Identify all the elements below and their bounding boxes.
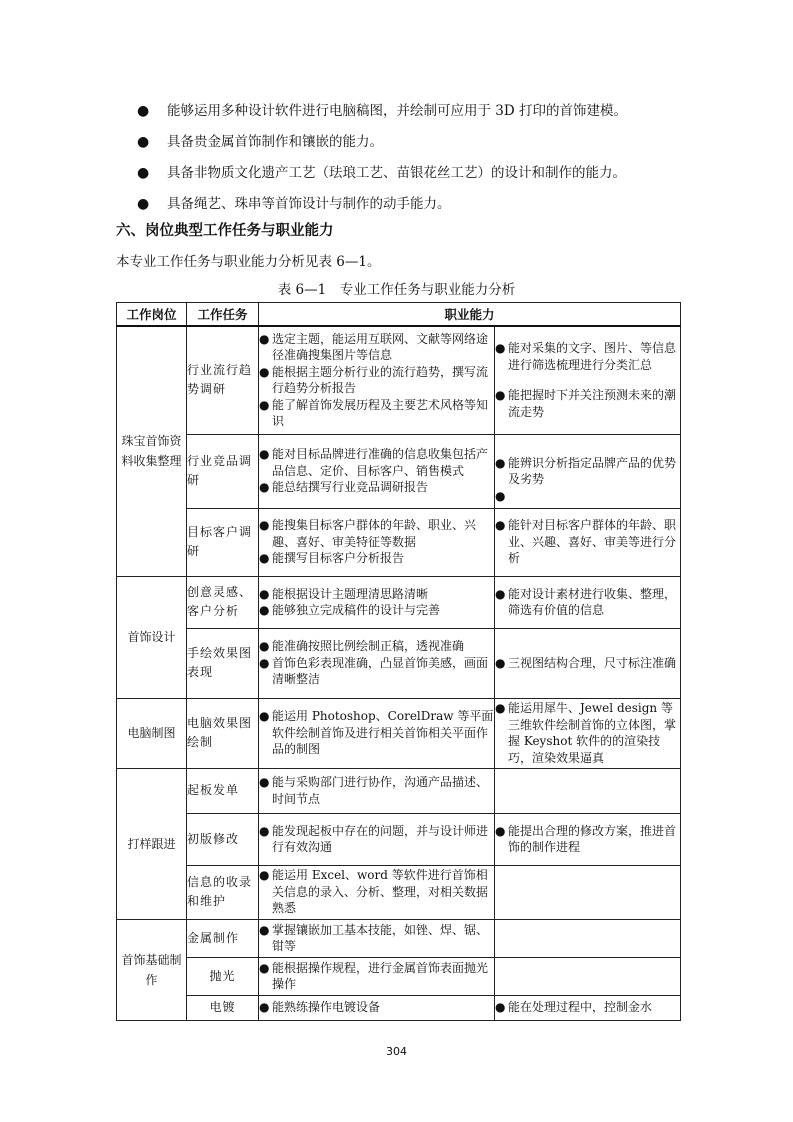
ability-item bbox=[259, 479, 494, 496]
task-cell: 初版修改 bbox=[187, 813, 259, 865]
ability-text: 能与采购部门进行协作，沟通产品描述、时间节点 bbox=[272, 775, 489, 806]
ability-left-cell bbox=[259, 326, 495, 434]
ability-text: 能撰写目标客户分析报告 bbox=[272, 551, 405, 566]
ability-left-cell bbox=[259, 698, 495, 768]
bullet-dot-icon: ● bbox=[259, 639, 270, 654]
ability-left-cell bbox=[259, 434, 495, 508]
ability-item bbox=[495, 455, 680, 488]
bullet-dot-icon: ● bbox=[495, 488, 506, 503]
ability-right-cell bbox=[495, 865, 681, 919]
ability-right-cell bbox=[495, 576, 681, 628]
task-cell: 信息的收录和维护 bbox=[187, 865, 259, 919]
bullet-dot-icon: ● bbox=[137, 134, 150, 150]
bullet-dot-icon: ● bbox=[137, 196, 150, 212]
ability-right-cell bbox=[495, 957, 681, 995]
bullet-dot-icon: ● bbox=[259, 480, 270, 495]
table-row bbox=[117, 813, 681, 865]
bullet-item bbox=[137, 127, 737, 158]
bullet-dot-icon: ● bbox=[495, 455, 506, 470]
header-position: 工作岗位 bbox=[117, 303, 187, 327]
ability-text: 能提出合理的修改方案，推进首饰的制作进程 bbox=[508, 823, 677, 854]
ability-text: 能够独立完成稿件的设计与完善 bbox=[272, 603, 441, 617]
position-cell: 电脑制图 bbox=[117, 698, 187, 768]
task-cell: 金属制作 bbox=[187, 919, 259, 957]
bullet-text: 具备贵金属首饰制作和镶嵌的能力。 bbox=[167, 134, 383, 150]
ability-item bbox=[259, 823, 494, 856]
ability-left-cell bbox=[259, 919, 495, 957]
ability-item bbox=[495, 655, 680, 672]
bullet-dot-icon: ● bbox=[137, 103, 150, 119]
bullet-dot-icon: ● bbox=[259, 655, 270, 670]
ability-text: 能了解首饰发展历程及主要艺术风格等知识 bbox=[272, 397, 489, 429]
bullet-dot-icon: ● bbox=[259, 331, 270, 346]
ability-left-cell bbox=[259, 508, 495, 576]
ability-left-cell bbox=[259, 957, 495, 995]
task-cell: 电脑效果图绘制 bbox=[187, 698, 259, 768]
bullet-dot-icon: ● bbox=[259, 586, 270, 601]
bullet-dot-icon: ● bbox=[259, 922, 270, 937]
ability-text: 能辨识分析指定品牌产品的优势及劣势 bbox=[508, 455, 677, 486]
ability-item bbox=[259, 655, 494, 688]
ability-left-cell bbox=[259, 628, 495, 698]
intro-paragraph: 本专业工作任务与职业能力分析见表 6—1。 bbox=[116, 254, 381, 270]
bullet-dot-icon: ● bbox=[495, 655, 506, 670]
ability-right-cell bbox=[495, 326, 681, 434]
position-cell: 首饰设计 bbox=[117, 576, 187, 698]
bullet-dot-icon: ● bbox=[495, 1000, 506, 1015]
ability-item bbox=[259, 586, 494, 603]
table-row bbox=[117, 919, 681, 957]
ability-text: 能准确按照比例绘制正稿，透视准确 bbox=[272, 639, 465, 654]
ability-right-cell bbox=[495, 768, 681, 813]
ability-left-cell bbox=[259, 995, 495, 1020]
section-heading: 六、岗位典型工作任务与职业能力 bbox=[116, 223, 334, 239]
ability-right-cell bbox=[495, 919, 681, 957]
ability-text: 能根据操作规程，进行金属首饰表面抛光操作 bbox=[272, 960, 489, 991]
ability-right-cell bbox=[495, 698, 681, 768]
ability-text: 能发现起板中存在的问题，并与设计师进行有效沟通 bbox=[272, 823, 489, 854]
ability-text: 能在处理过程中，控制金水 bbox=[508, 1000, 653, 1015]
table-row bbox=[117, 434, 681, 508]
bullet-dot-icon: ● bbox=[137, 165, 150, 181]
bullet-dot-icon: ● bbox=[259, 868, 270, 883]
ability-text: 能把握时下并关注预测未来的潮流走势 bbox=[508, 388, 677, 419]
table-row bbox=[117, 628, 681, 698]
bullet-item bbox=[137, 189, 737, 220]
ability-item bbox=[259, 446, 494, 479]
bullet-item bbox=[137, 96, 737, 127]
top-bullet-list bbox=[137, 96, 737, 220]
bullet-text: 具备非物质文化遗产工艺（珐琅工艺、苗银花丝工艺）的设计和制作的能力。 bbox=[167, 165, 626, 181]
position-cell: 珠宝首饰资料收集整理 bbox=[117, 326, 187, 576]
task-cell: 起板发单 bbox=[187, 768, 259, 813]
task-cell: 电镀 bbox=[187, 995, 259, 1020]
ability-item bbox=[259, 774, 494, 807]
task-cell: 行业竞品调研 bbox=[187, 434, 259, 508]
header-task: 工作任务 bbox=[187, 303, 259, 327]
bullet-dot-icon: ● bbox=[495, 518, 506, 533]
table-row bbox=[117, 865, 681, 919]
ability-right-cell bbox=[495, 813, 681, 865]
ability-item bbox=[259, 517, 494, 550]
ability-text: 能运用犀牛、Jewel design 等三维软件绘制首饰的立体图，掌握 Keyshot 软件的的渲染技巧，渲染效果逼真 bbox=[508, 701, 677, 765]
task-cell: 目标客户调研 bbox=[187, 508, 259, 576]
task-cell: 抛光 bbox=[187, 957, 259, 995]
ability-item bbox=[495, 387, 680, 420]
ability-item bbox=[259, 922, 494, 955]
ability-item bbox=[259, 331, 494, 364]
table-row bbox=[117, 508, 681, 576]
table-header-row bbox=[117, 303, 681, 327]
bullet-dot-icon: ● bbox=[259, 775, 270, 789]
bullet-dot-icon: ● bbox=[259, 960, 270, 975]
page-number: 304 bbox=[386, 1045, 407, 1058]
table-row bbox=[117, 768, 681, 813]
ability-text: 能总结撰写行业竞品调研报告 bbox=[272, 480, 429, 495]
position-cell: 首饰基础制作 bbox=[117, 919, 187, 1020]
ability-text: 能对目标品牌进行准确的信息收集包括产品信息、定价、目标客户、销售模式 bbox=[272, 447, 489, 478]
table-row bbox=[117, 576, 681, 628]
ability-item bbox=[259, 638, 494, 655]
bullet-dot-icon: ● bbox=[495, 823, 506, 838]
ability-item bbox=[259, 364, 494, 397]
ability-text: 能运用 Photoshop、CorelDraw 等平面软件绘制首饰及进行相关首饰相关平面作品的制图 bbox=[272, 709, 494, 757]
header-ability: 职业能力 bbox=[259, 303, 681, 327]
table-row bbox=[117, 995, 681, 1020]
bullet-dot-icon: ● bbox=[259, 823, 270, 838]
ability-item bbox=[495, 586, 680, 619]
ability-right-cell bbox=[495, 628, 681, 698]
ability-item bbox=[495, 999, 680, 1016]
bullet-dot-icon: ● bbox=[259, 551, 270, 566]
ability-item bbox=[259, 960, 494, 993]
ability-text: 能对设计素材进行收集、整理，筛选有价值的信息 bbox=[508, 586, 677, 617]
bullet-dot-icon: ● bbox=[259, 1000, 270, 1015]
ability-text: 能根据主题分析行业的流行趋势，撰写流行趋势分析报告 bbox=[272, 364, 489, 396]
ability-text: 选定主题，能运用互联网、文献等网络途径准确搜集图片等信息 bbox=[272, 331, 489, 363]
ability-item bbox=[259, 708, 494, 758]
table-row bbox=[117, 698, 681, 768]
ability-text: 首饰色彩表现准确，凸显首饰美感，画面清晰整洁 bbox=[272, 655, 489, 687]
ability-item bbox=[495, 517, 680, 567]
bullet-dot-icon: ● bbox=[495, 701, 506, 715]
ability-left-cell bbox=[259, 865, 495, 919]
ability-text: 能熟练操作电镀设备 bbox=[272, 1000, 381, 1015]
bullet-item bbox=[137, 158, 737, 189]
bullet-dot-icon: ● bbox=[495, 388, 506, 403]
bullet-dot-icon: ● bbox=[259, 364, 270, 379]
ability-left-cell bbox=[259, 576, 495, 628]
ability-left-cell bbox=[259, 813, 495, 865]
ability-item bbox=[259, 867, 494, 917]
competency-table bbox=[116, 302, 681, 1021]
task-cell: 行业流行趋势调研 bbox=[187, 326, 259, 434]
ability-item bbox=[495, 340, 680, 373]
ability-item bbox=[259, 999, 494, 1016]
ability-left-cell bbox=[259, 768, 495, 813]
bullet-dot-icon: ● bbox=[495, 586, 506, 601]
ability-text: 能搜集目标客户群体的年龄、职业、兴趣、喜好、审美特征等数据 bbox=[272, 518, 477, 549]
ability-text: 掌握镶嵌加工基本技能，如锉、焊、锯、钳等 bbox=[272, 922, 489, 953]
bullet-dot-icon: ● bbox=[259, 603, 270, 617]
ability-text: 能对采集的文字、图片、等信息进行筛选梳理进行分类汇总 bbox=[508, 341, 677, 372]
table-row bbox=[117, 326, 681, 434]
table-caption: 表 6—1 专业工作任务与职业能力分析 bbox=[277, 282, 516, 298]
bullet-dot-icon: ● bbox=[495, 341, 506, 356]
bullet-dot-icon: ● bbox=[259, 518, 270, 533]
bullet-text: 能够运用多种设计软件进行电脑稿图，并绘制可应用于 3D 打印的首饰建模。 bbox=[167, 103, 627, 119]
task-cell: 手绘效果图表现 bbox=[187, 628, 259, 698]
ability-item bbox=[259, 397, 494, 430]
ability-text: 三视图结构合理，尺寸标注准确 bbox=[508, 655, 677, 670]
bullet-text: 具备绳艺、珠串等首饰设计与制作的动手能力。 bbox=[167, 196, 451, 212]
ability-item bbox=[495, 823, 680, 856]
bullet-dot-icon: ● bbox=[259, 397, 270, 412]
ability-right-cell bbox=[495, 995, 681, 1020]
task-cell: 创意灵感、客户分析 bbox=[187, 576, 259, 628]
ability-item bbox=[259, 550, 494, 567]
ability-text: 能根据设计主题理清思路清晰 bbox=[272, 586, 429, 601]
ability-item bbox=[495, 700, 680, 766]
bullet-dot-icon: ● bbox=[259, 709, 270, 724]
ability-item bbox=[259, 602, 494, 619]
table-row bbox=[117, 957, 681, 995]
position-cell: 打样跟进 bbox=[117, 768, 187, 919]
ability-text: 能针对目标客户群体的年龄、职业、兴趣、喜好、审美等进行分析 bbox=[508, 518, 677, 566]
bullet-dot-icon: ● bbox=[259, 447, 270, 462]
ability-text: 能运用 Excel、word 等软件进行首饰相关信息的录入、分析、整理，对相关数据熟悉 bbox=[272, 868, 489, 916]
ability-right-cell bbox=[495, 434, 681, 508]
ability-right-cell bbox=[495, 508, 681, 576]
